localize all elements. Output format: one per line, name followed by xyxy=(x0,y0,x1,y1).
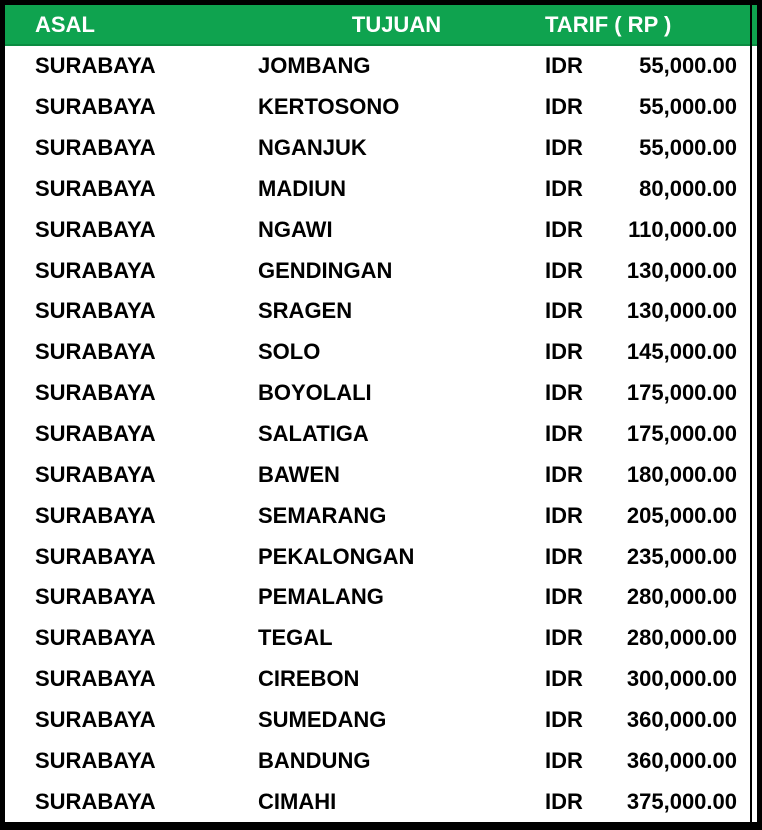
origin-cell: SURABAYA xyxy=(35,175,156,201)
table-row xyxy=(5,250,757,291)
fare-amount: 110,000.00 xyxy=(628,216,737,242)
table-row xyxy=(5,495,757,536)
table-row xyxy=(5,291,757,332)
fare-amount: 360,000.00 xyxy=(626,706,737,732)
origin-cell: SURABAYA xyxy=(35,788,156,814)
fare-cell xyxy=(535,217,757,243)
table-row xyxy=(5,87,757,128)
fare-cell xyxy=(535,625,757,651)
origin-cell: SURABAYA xyxy=(35,666,156,692)
destination-cell: JOMBANG xyxy=(258,53,371,79)
table-row xyxy=(5,46,757,87)
fare-cell xyxy=(535,380,757,406)
origin-cell: SURABAYA xyxy=(35,380,156,406)
fare-cell xyxy=(535,258,757,284)
currency-label: IDR xyxy=(545,135,583,161)
table-header-row xyxy=(5,5,757,46)
column-header-tarif: TARIF ( RP ) xyxy=(545,11,672,37)
fare-amount: 280,000.00 xyxy=(626,625,737,651)
currency-label: IDR xyxy=(545,461,583,487)
column-header-asal: ASAL xyxy=(35,11,95,37)
origin-cell: SURABAYA xyxy=(35,543,156,569)
fare-amount: 130,000.00 xyxy=(626,257,737,283)
fare-cell xyxy=(535,789,757,815)
currency-label: IDR xyxy=(545,380,583,406)
currency-label: IDR xyxy=(545,788,583,814)
table-row xyxy=(5,332,757,373)
fare-amount: 175,000.00 xyxy=(626,421,737,447)
fare-amount: 145,000.00 xyxy=(626,339,737,365)
fare-amount: 55,000.00 xyxy=(639,53,737,79)
fare-amount: 80,000.00 xyxy=(639,175,737,201)
currency-label: IDR xyxy=(545,666,583,692)
currency-label: IDR xyxy=(545,706,583,732)
origin-cell: SURABAYA xyxy=(35,216,156,242)
currency-label: IDR xyxy=(545,747,583,773)
table-row xyxy=(5,618,757,659)
destination-cell: BANDUNG xyxy=(258,747,371,773)
origin-cell: SURABAYA xyxy=(35,625,156,651)
destination-cell: NGANJUK xyxy=(258,135,367,161)
fare-amount: 175,000.00 xyxy=(626,380,737,406)
currency-label: IDR xyxy=(545,502,583,528)
currency-label: IDR xyxy=(545,257,583,283)
fare-amount: 300,000.00 xyxy=(626,666,737,692)
destination-cell: CIREBON xyxy=(258,666,360,692)
origin-cell: SURABAYA xyxy=(35,257,156,283)
origin-cell: SURABAYA xyxy=(35,53,156,79)
destination-cell: PEKALONGAN xyxy=(258,543,415,569)
fare-cell xyxy=(535,666,757,692)
currency-label: IDR xyxy=(545,94,583,120)
table-row xyxy=(5,169,757,210)
currency-label: IDR xyxy=(545,175,583,201)
table-row xyxy=(5,454,757,495)
fare-cell xyxy=(535,421,757,447)
origin-cell: SURABAYA xyxy=(35,706,156,732)
fare-cell xyxy=(535,94,757,120)
table-row xyxy=(5,700,757,741)
currency-label: IDR xyxy=(545,53,583,79)
right-column-rule xyxy=(750,5,752,822)
fare-cell xyxy=(535,707,757,733)
table-row xyxy=(5,128,757,169)
destination-cell: SRAGEN xyxy=(258,298,353,324)
fare-cell xyxy=(535,176,757,202)
destination-cell: NGAWI xyxy=(258,216,333,242)
destination-cell: SEMARANG xyxy=(258,502,387,528)
fare-cell xyxy=(535,584,757,610)
currency-label: IDR xyxy=(545,421,583,447)
destination-cell: PEMALANG xyxy=(258,584,384,610)
origin-cell: SURABAYA xyxy=(35,135,156,161)
destination-cell: BOYOLALI xyxy=(258,380,372,406)
origin-cell: SURABAYA xyxy=(35,584,156,610)
fare-amount: 180,000.00 xyxy=(626,461,737,487)
fare-amount: 55,000.00 xyxy=(639,94,737,120)
origin-cell: SURABAYA xyxy=(35,461,156,487)
currency-label: IDR xyxy=(545,543,583,569)
currency-label: IDR xyxy=(545,584,583,610)
destination-cell: GENDINGAN xyxy=(258,257,393,283)
destination-cell: CIMAHI xyxy=(258,788,337,814)
table-row xyxy=(5,209,757,250)
fare-amount: 375,000.00 xyxy=(626,788,737,814)
table-row xyxy=(5,536,757,577)
origin-cell: SURABAYA xyxy=(35,421,156,447)
fare-amount: 280,000.00 xyxy=(626,584,737,610)
table-row xyxy=(5,577,757,618)
origin-cell: SURABAYA xyxy=(35,339,156,365)
currency-label: IDR xyxy=(545,216,583,242)
table-row xyxy=(5,781,757,822)
fare-amount: 205,000.00 xyxy=(626,502,737,528)
destination-cell: SOLO xyxy=(258,339,321,365)
fare-cell xyxy=(535,298,757,324)
origin-cell: SURABAYA xyxy=(35,747,156,773)
fare-cell xyxy=(535,544,757,570)
table-row xyxy=(5,414,757,455)
destination-cell: TEGAL xyxy=(258,625,333,651)
fare-cell xyxy=(535,503,757,529)
currency-label: IDR xyxy=(545,339,583,365)
column-header-tujuan: TUJUAN xyxy=(351,11,442,37)
fare-amount: 235,000.00 xyxy=(626,543,737,569)
fare-cell xyxy=(535,135,757,161)
fare-cell xyxy=(535,748,757,774)
destination-cell: KERTOSONO xyxy=(258,94,400,120)
origin-cell: SURABAYA xyxy=(35,94,156,120)
currency-label: IDR xyxy=(545,625,583,651)
fare-amount: 130,000.00 xyxy=(626,298,737,324)
fare-amount: 55,000.00 xyxy=(639,135,737,161)
fare-cell xyxy=(535,339,757,365)
origin-cell: SURABAYA xyxy=(35,298,156,324)
currency-label: IDR xyxy=(545,298,583,324)
destination-cell: SUMEDANG xyxy=(258,706,387,732)
destination-cell: BAWEN xyxy=(258,461,340,487)
fare-cell xyxy=(535,53,757,79)
table-row xyxy=(5,373,757,414)
fare-cell xyxy=(535,462,757,488)
table-row xyxy=(5,659,757,700)
destination-cell: SALATIGA xyxy=(258,421,369,447)
destination-cell: MADIUN xyxy=(258,175,346,201)
fare-amount: 360,000.00 xyxy=(626,747,737,773)
table-body xyxy=(5,46,757,822)
origin-cell: SURABAYA xyxy=(35,502,156,528)
table-row xyxy=(5,740,757,781)
